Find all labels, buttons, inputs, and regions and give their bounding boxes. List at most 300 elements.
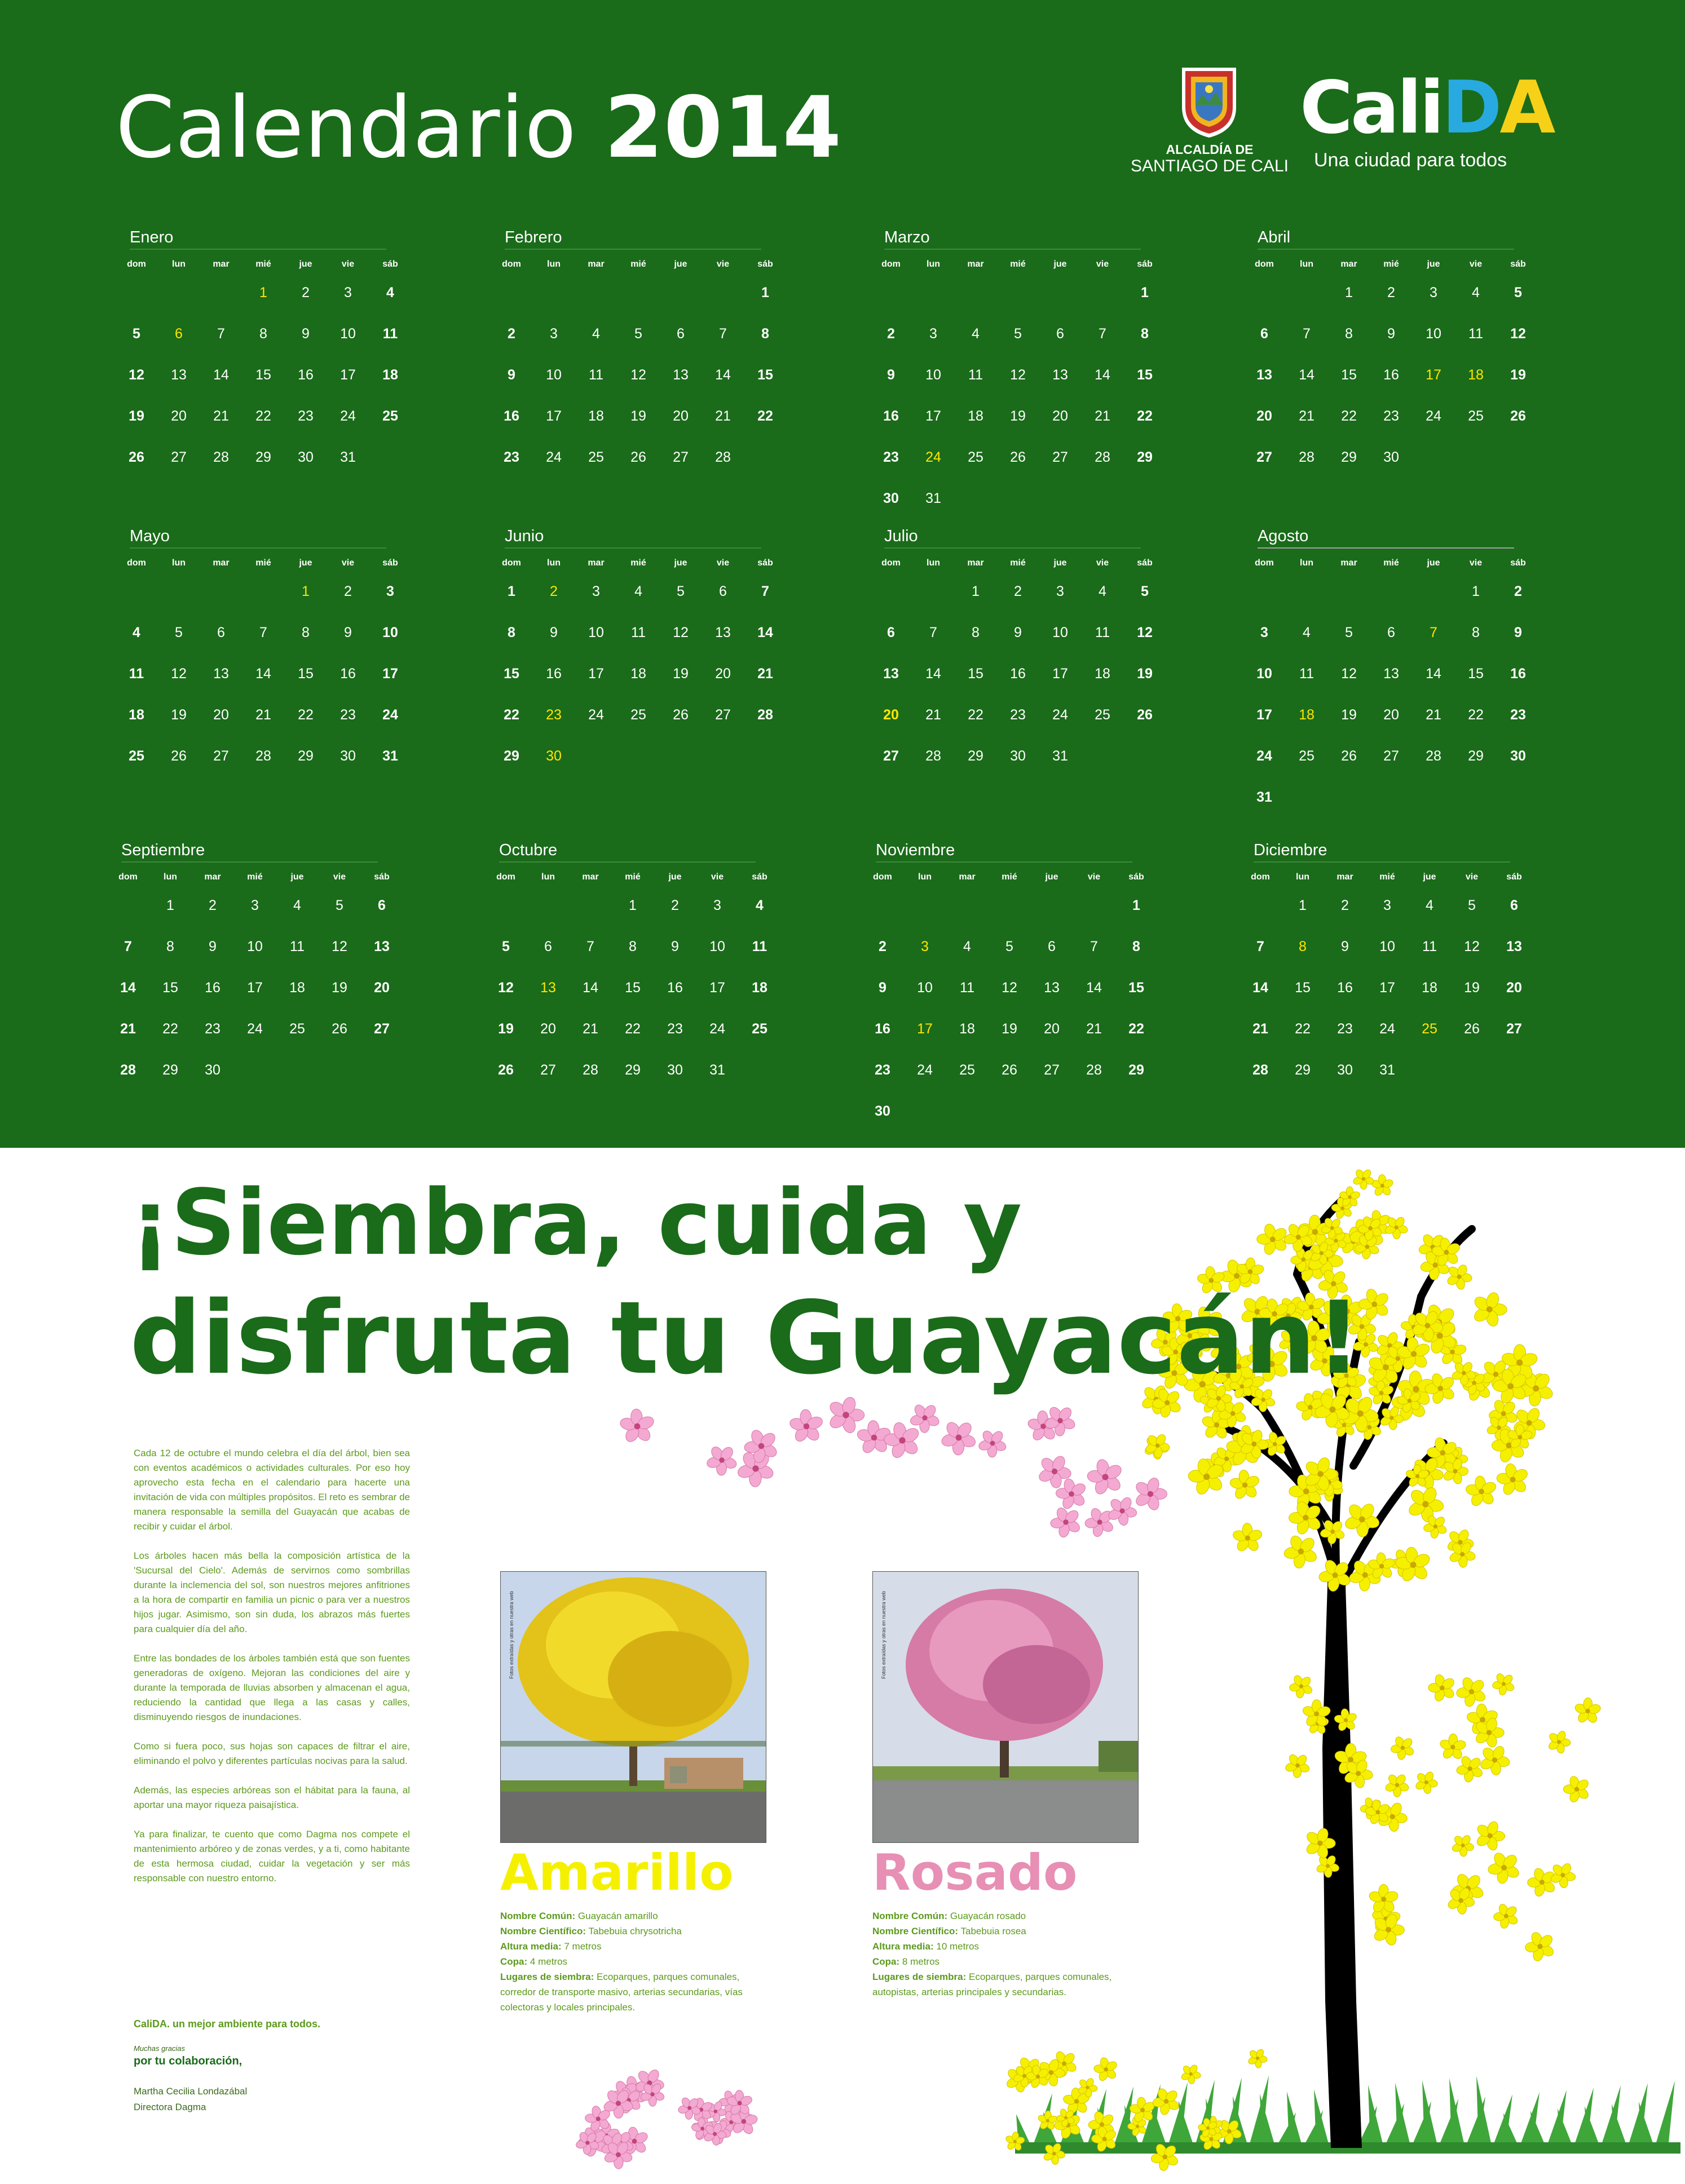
calendar-day: 13 [171, 367, 187, 383]
calendar-day: 25 [1422, 1021, 1437, 1037]
weekday-label: jue [674, 558, 687, 568]
calendar-day: 7 [217, 326, 225, 342]
weekday-label: sáb [1510, 259, 1526, 269]
calendar-day: 27 [1052, 449, 1068, 465]
amarillo-title: Amarillo [500, 1843, 734, 1902]
calendar-day: 9 [1387, 326, 1395, 342]
calendar-day: 23 [1510, 707, 1526, 723]
calendar-day: 25 [752, 1021, 767, 1037]
weekday-label: jue [1423, 872, 1436, 882]
calendar-day: 15 [1341, 367, 1357, 383]
calendar-day: 3 [251, 898, 259, 913]
calendar-day: 6 [677, 326, 685, 342]
weekday-label: dom [873, 872, 892, 882]
flower-icon [940, 1420, 977, 1456]
calendar-day: 14 [757, 625, 773, 640]
calendar-day: 20 [213, 707, 229, 723]
calendar-day: 4 [133, 625, 140, 640]
calida-tagline: Una ciudad para todos [1314, 149, 1507, 171]
calendar-day: 12 [1510, 326, 1526, 342]
calendar-day: 8 [1345, 326, 1353, 342]
flower-icon [1133, 1476, 1167, 1511]
calendar-day: 4 [592, 326, 600, 342]
weekday-label: mar [967, 259, 984, 269]
calendar-day: 17 [1256, 707, 1272, 723]
calendar-day: 13 [1383, 666, 1399, 682]
calendar-day: 25 [959, 1062, 975, 1078]
calendar-day: 9 [209, 939, 217, 954]
weekday-label: lun [927, 558, 940, 568]
calendar-day: 16 [1010, 666, 1026, 682]
calendar-day: 11 [1468, 326, 1483, 342]
calendar-day: 27 [1506, 1021, 1522, 1037]
calendar-day: 18 [752, 980, 767, 996]
calendar-day: 4 [756, 898, 764, 913]
weekday-label: vie [716, 558, 730, 568]
calendar-day: 13 [673, 367, 689, 383]
calendar-day: 17 [1379, 980, 1395, 996]
flower-icon [1289, 1674, 1313, 1698]
flower-icon [1229, 1470, 1261, 1501]
calendar-day: 11 [589, 367, 603, 383]
weekday-label: vie [716, 259, 730, 269]
calendar-day: 3 [592, 583, 600, 599]
calendar-day: 26 [673, 707, 689, 723]
calendar-day: 8 [1299, 939, 1307, 954]
calendar-day: 19 [1137, 666, 1153, 682]
calendar-day: 14 [583, 980, 598, 996]
calendar-day: 13 [883, 666, 899, 682]
calendar-day: 8 [166, 939, 174, 954]
calendar-day: 6 [887, 625, 895, 640]
calendar-day: 29 [1137, 449, 1153, 465]
photo-credit: Fotos extraídas y otras en nuestra web [509, 1591, 514, 1679]
weekday-label: lun [1300, 558, 1313, 568]
photo-credit: Fotos extraídas y otras en nuestra web [881, 1591, 886, 1679]
calendar-day: 8 [1132, 939, 1140, 954]
weekday-label: sáb [757, 259, 773, 269]
calendar-day: 3 [1383, 898, 1391, 913]
calendar-day: 22 [504, 707, 519, 723]
calida-logo: CaliDA [1300, 66, 1554, 150]
calendar-day: 24 [1256, 748, 1272, 764]
paragraph: Cada 12 de octubre el mundo celebra el día del árbol, bien sea con eventos académicos o actividades culturales. Por eso hoy aprovecho esta fecha en el calendario para hacerte una invitación de vida con múltiples propósitos. El reto es sembrar de manera responsable la semilla del Guayacán que acabas de recibir y cuidar el árbol. [134, 1448, 410, 1532]
calendar-day: 9 [508, 367, 515, 383]
calendar-day: 24 [382, 707, 398, 723]
weekday-label: sáb [382, 558, 398, 568]
weekday-label: mar [213, 558, 230, 568]
calendar-day: 24 [709, 1021, 725, 1037]
flower-icon [1479, 1744, 1511, 1775]
calendar-day: 23 [1337, 1021, 1353, 1037]
info-row: Nombre Científico: Tabebuia chrysotricha [500, 1926, 682, 1937]
calendar-day: 7 [929, 625, 937, 640]
weekday-label: mié [1379, 872, 1395, 882]
calendar-day: 22 [625, 1021, 641, 1037]
calendar-day: 16 [1337, 980, 1353, 996]
rosado-info [872, 1908, 1121, 2000]
calendar-day: 27 [883, 748, 899, 764]
weekday-label: dom [1251, 872, 1270, 882]
info-row: Copa: 4 metros [500, 1956, 568, 1967]
calendar-day: 16 [667, 980, 683, 996]
calendar-day: 11 [1422, 939, 1437, 954]
calendar-day: 14 [1426, 666, 1441, 682]
weekday-label: sáb [1506, 872, 1522, 882]
calendar-day: 15 [625, 980, 641, 996]
calendar-day: 2 [879, 939, 886, 954]
calendar-day: 30 [1337, 1062, 1353, 1078]
calendar-day: 17 [917, 1021, 933, 1037]
calendar-day: 7 [586, 939, 594, 954]
calendar-day: 2 [508, 326, 515, 342]
paragraph: Los árboles hacen más bella la composición artística de la 'Sucursal del Cielo'. Además de servirnos como sombrillas durante la inclemencia del sol, son nuestros mejores anfitriones a la hora de compartir en familia un picnic o para ver a nuestros hijos jugar. Asimismo, son sin duda, los abrazos más fuertes para cualquier día del año. [134, 1550, 410, 1634]
weekday-label: mié [625, 872, 641, 882]
calendar-day: 1 [259, 285, 267, 300]
flower-icon [1496, 1463, 1529, 1497]
calendar-day: 18 [129, 707, 144, 723]
calendar-day: 3 [344, 285, 352, 300]
calendar-day: 12 [129, 367, 144, 383]
calendar-day: 9 [344, 625, 352, 640]
calendar-day: 21 [255, 707, 271, 723]
weekday-label: dom [1255, 558, 1274, 568]
calendar-day: 14 [1252, 980, 1268, 996]
calendar-day: 21 [213, 408, 229, 424]
paragraph: Además, las especies arbóreas son el hábitat para la fauna, al aportar una mayor riqueza paisajística. [134, 1785, 410, 1810]
calendar-day: 23 [667, 1021, 683, 1037]
calendar-day: 18 [588, 408, 604, 424]
calendar-day: 26 [171, 748, 187, 764]
calendar-day: 23 [340, 707, 356, 723]
letter-body [134, 1446, 410, 1900]
calendar-day: 12 [171, 666, 187, 682]
calendar-day: 12 [630, 367, 646, 383]
weekday-label: sáb [1128, 872, 1144, 882]
calendar-day: 19 [1510, 367, 1526, 383]
calendar-day: 11 [968, 367, 983, 383]
calendar-day: 10 [1256, 666, 1272, 682]
weekday-label: dom [1255, 259, 1274, 269]
calendar-day: 22 [298, 707, 314, 723]
calendar-day: 25 [968, 449, 983, 465]
weekday-label: mar [582, 872, 599, 882]
weekday-label: sáb [752, 872, 767, 882]
calendar-day: 5 [1468, 898, 1476, 913]
calendar-day: 31 [382, 748, 398, 764]
calendar-day: 8 [1472, 625, 1480, 640]
rosado-title: Rosado [872, 1843, 1078, 1902]
calendar-day: 16 [205, 980, 220, 996]
calendar-day: 15 [757, 367, 773, 383]
calendar-day: 16 [1383, 367, 1399, 383]
weekday-label: jue [1053, 259, 1067, 269]
calendar-day: 5 [1005, 939, 1013, 954]
calendar-day: 1 [972, 583, 980, 599]
weekday-label: mar [1336, 872, 1353, 882]
weekday-label: dom [118, 872, 138, 882]
calendar-day: 27 [1256, 449, 1272, 465]
calendar-day: 19 [1341, 707, 1357, 723]
calendar-day: 24 [546, 449, 562, 465]
flower-icon [1407, 1486, 1444, 1523]
calendar-day: 11 [752, 939, 767, 954]
flower-icon [1283, 1534, 1318, 1569]
calendar-day: 29 [625, 1062, 641, 1078]
calendar-day: 20 [715, 666, 731, 682]
calendar-day: 1 [302, 583, 310, 599]
calendar-day: 9 [1014, 625, 1022, 640]
calendar-day: 17 [588, 666, 604, 682]
calendar-day: 19 [129, 408, 144, 424]
calendar-day: 19 [630, 408, 646, 424]
weekday-label: dom [127, 558, 146, 568]
calendar-day: 6 [1510, 898, 1518, 913]
calendar-day: 28 [757, 707, 773, 723]
calendar-day: 3 [386, 583, 394, 599]
thanks-small: Muchas gracias [134, 2044, 186, 2053]
month-name: Septiembre [121, 841, 205, 859]
calendar-day: 9 [1341, 939, 1349, 954]
calendar-day: 16 [546, 666, 562, 682]
weekday-label: mié [630, 558, 646, 568]
calendar-day: 18 [630, 666, 646, 682]
calendar-day: 9 [550, 625, 558, 640]
weekday-label: vie [1096, 558, 1109, 568]
calendar-day: 9 [887, 367, 895, 383]
weekday-label: lun [541, 872, 555, 882]
calendar-day: 2 [887, 326, 895, 342]
calendar-day: 19 [1464, 980, 1480, 996]
calendar-day: 29 [968, 748, 983, 764]
calendar-day: 16 [875, 1021, 890, 1037]
flower-icon [1093, 2057, 1118, 2082]
weekday-label: mar [959, 872, 976, 882]
weekday-label: vie [711, 872, 724, 882]
calendar-day: 15 [968, 666, 983, 682]
calendar-day: 8 [629, 939, 637, 954]
calendar-day: 7 [1430, 625, 1437, 640]
weekday-label: sáb [1510, 558, 1526, 568]
calendar-day: 28 [1426, 748, 1441, 764]
calendar-day: 24 [588, 707, 604, 723]
calendar-day: 19 [498, 1021, 514, 1037]
calendar-day: 11 [290, 939, 305, 954]
calendar-day: 26 [1464, 1021, 1480, 1037]
calendar-day: 1 [508, 583, 515, 599]
calendar-day: 1 [761, 285, 769, 300]
calendar-title: Calendario 2014 [116, 79, 842, 177]
calendar-day: 7 [1099, 326, 1106, 342]
calendar-day: 28 [255, 748, 271, 764]
calendar-day: 5 [336, 898, 343, 913]
calendar-day: 7 [1303, 326, 1311, 342]
calendar-day: 7 [1256, 939, 1264, 954]
calendar-day: 25 [382, 408, 398, 424]
flower-icon [1451, 1834, 1475, 1856]
calendar-day: 13 [540, 980, 556, 996]
calendar-day: 23 [504, 449, 519, 465]
flower-icon [1391, 1735, 1415, 1760]
month-name: Octubre [499, 841, 558, 859]
calendar-day: 18 [1422, 980, 1437, 996]
weekday-label: jue [1427, 558, 1440, 568]
calendar-day: 22 [162, 1021, 178, 1037]
weekday-label: mié [1383, 558, 1399, 568]
weekday-label: mar [204, 872, 221, 882]
month-name: Diciembre [1254, 841, 1327, 859]
calendar-day: 11 [1299, 666, 1314, 682]
month-name: Noviembre [876, 841, 955, 859]
calendar-day: 5 [175, 625, 183, 640]
calendar-day: 9 [879, 980, 886, 996]
calendar-day: 6 [719, 583, 727, 599]
calendar-day: 26 [1002, 1062, 1017, 1078]
weekday-label: vie [1087, 872, 1101, 882]
calendar-day: 6 [1048, 939, 1056, 954]
calendar-day: 18 [968, 408, 983, 424]
calendar-day: 30 [1510, 748, 1526, 764]
alcaldia-label: ALCALDÍA DE [1166, 142, 1254, 157]
calendar-day: 22 [1295, 1021, 1311, 1037]
calendar-day: 17 [925, 408, 941, 424]
weekday-label: mié [1383, 259, 1399, 269]
flower-icon [1247, 2048, 1268, 2068]
flower-icon [1563, 1775, 1590, 1803]
slogan-line-2: disfruta tu Guayacán! [130, 1280, 1362, 1396]
flower-icon [1257, 1223, 1289, 1256]
calendar-day: 29 [1468, 748, 1484, 764]
calendar-day: 29 [504, 748, 519, 764]
weekday-label: lun [918, 872, 932, 882]
weekday-label: mar [588, 259, 605, 269]
calendar-day: 4 [1472, 285, 1480, 300]
calendar-day: 29 [1295, 1062, 1311, 1078]
weekday-label: jue [674, 259, 687, 269]
calendar-day: 4 [963, 939, 971, 954]
flower-icon [1371, 1174, 1394, 1197]
calendar-day: 6 [217, 625, 225, 640]
month-name: Mayo [130, 527, 170, 545]
calendar-day: 27 [213, 748, 229, 764]
paragraph: Como si fuera poco, sus hojas son capaces de filtrar el aire, eliminando el polvo y diferentes partículas nocivas para la salud. [134, 1741, 410, 1766]
calendar-day: 25 [289, 1021, 305, 1037]
calendar-day: 5 [1345, 625, 1353, 640]
calendar-day: 20 [673, 408, 689, 424]
calendar-day: 1 [1141, 285, 1149, 300]
month-name: Junio [505, 527, 544, 545]
weekday-label: lun [172, 259, 186, 269]
flower-icon [1439, 1734, 1466, 1761]
calendar-day: 4 [634, 583, 642, 599]
calendar-day: 21 [1299, 408, 1315, 424]
calendar-day: 29 [1341, 449, 1357, 465]
calendar-day: 5 [677, 583, 685, 599]
flower-icon [619, 1409, 656, 1444]
calendar-day: 19 [171, 707, 187, 723]
calendar-day: 9 [671, 939, 679, 954]
calendar-day: 31 [1052, 748, 1068, 764]
calendar-day: 14 [1086, 980, 1102, 996]
calendar-day: 15 [1128, 980, 1144, 996]
calendar-day: 6 [175, 326, 183, 342]
calendar-day: 10 [247, 939, 263, 954]
flower-icon [1318, 1558, 1352, 1592]
weekday-label: vie [1469, 558, 1483, 568]
calendar-day: 8 [972, 625, 980, 640]
weekday-label: dom [502, 558, 521, 568]
calendar-day: 24 [917, 1062, 933, 1078]
flower-icon [706, 1445, 738, 1476]
paragraph: Entre las bondades de los árboles también está que son fuentes generadoras de oxígeno. Mejoran las condiciones del aire y durante la temporada de lluvias absorben y almacenan el agua, reduciendo la cantidad que llega a las casas y calles, disminuyendo riesgos de inundaciones. [134, 1653, 410, 1722]
calendar-day: 17 [247, 980, 263, 996]
closing-line: CaliDA. un mejor ambiente para todos. [134, 2018, 321, 2030]
calendar-day: 7 [124, 939, 132, 954]
calendar-day: 23 [546, 707, 562, 723]
calendar-day: 12 [1464, 939, 1480, 954]
calendar-day: 27 [540, 1062, 556, 1078]
month-name: Marzo [884, 228, 930, 246]
calendar-day: 17 [340, 367, 356, 383]
calendar-day: 12 [673, 625, 689, 640]
calendar-day: 1 [629, 898, 637, 913]
calendar-day: 20 [1052, 408, 1068, 424]
weekday-label: mié [1010, 259, 1026, 269]
calendar-day: 11 [129, 666, 144, 682]
weekday-label: sáb [1137, 259, 1153, 269]
calendar-day: 2 [671, 898, 679, 913]
calendar-day: 26 [1137, 707, 1153, 723]
santiago-de-cali-label: SANTIAGO DE CALI [1130, 157, 1289, 175]
calendar-day: 7 [719, 326, 727, 342]
calendar-day: 12 [1137, 625, 1153, 640]
calendar-day: 10 [588, 625, 604, 640]
calendar-day: 24 [1379, 1021, 1395, 1037]
calendar-day: 13 [213, 666, 229, 682]
info-row: Nombre Común: Guayacán rosado [872, 1911, 1026, 1921]
calendar-day: 2 [1014, 583, 1022, 599]
weekday-label: mié [247, 872, 263, 882]
calendar-day: 4 [386, 285, 394, 300]
flower-icon [1493, 1903, 1519, 1929]
calendar-day: 30 [205, 1062, 220, 1078]
weekday-label: mié [1002, 872, 1017, 882]
flower-icon [1414, 1771, 1438, 1794]
calendar-day: 12 [332, 939, 347, 954]
calendar-day: 26 [1010, 449, 1026, 465]
calendar-day: 14 [255, 666, 271, 682]
flower-icon [789, 1409, 824, 1443]
weekday-label: mié [1010, 558, 1026, 568]
calendar-day: 20 [883, 707, 899, 723]
calendar-day: 19 [1002, 1021, 1017, 1037]
weekday-label: vie [1469, 259, 1483, 269]
calendar-day: 21 [120, 1021, 136, 1037]
calendar-day: 18 [382, 367, 398, 383]
calendar-day: 16 [504, 408, 519, 424]
weekday-label: lun [927, 259, 940, 269]
weekday-label: sáb [374, 872, 390, 882]
flower-icon [978, 1429, 1007, 1457]
weekday-label: jue [299, 558, 312, 568]
calendar-day: 13 [1256, 367, 1272, 383]
weekday-label: sáb [1137, 558, 1153, 568]
flower-icon [884, 1421, 921, 1460]
calendar-day: 27 [1383, 748, 1399, 764]
month-name: Enero [130, 228, 174, 246]
calendar-day: 3 [550, 326, 558, 342]
info-row: Lugares de siembra: Ecoparques, parques comunales, corredor de transporte masivo, arterias secundarias, vías colectoras y locales principales. [500, 1971, 743, 2013]
